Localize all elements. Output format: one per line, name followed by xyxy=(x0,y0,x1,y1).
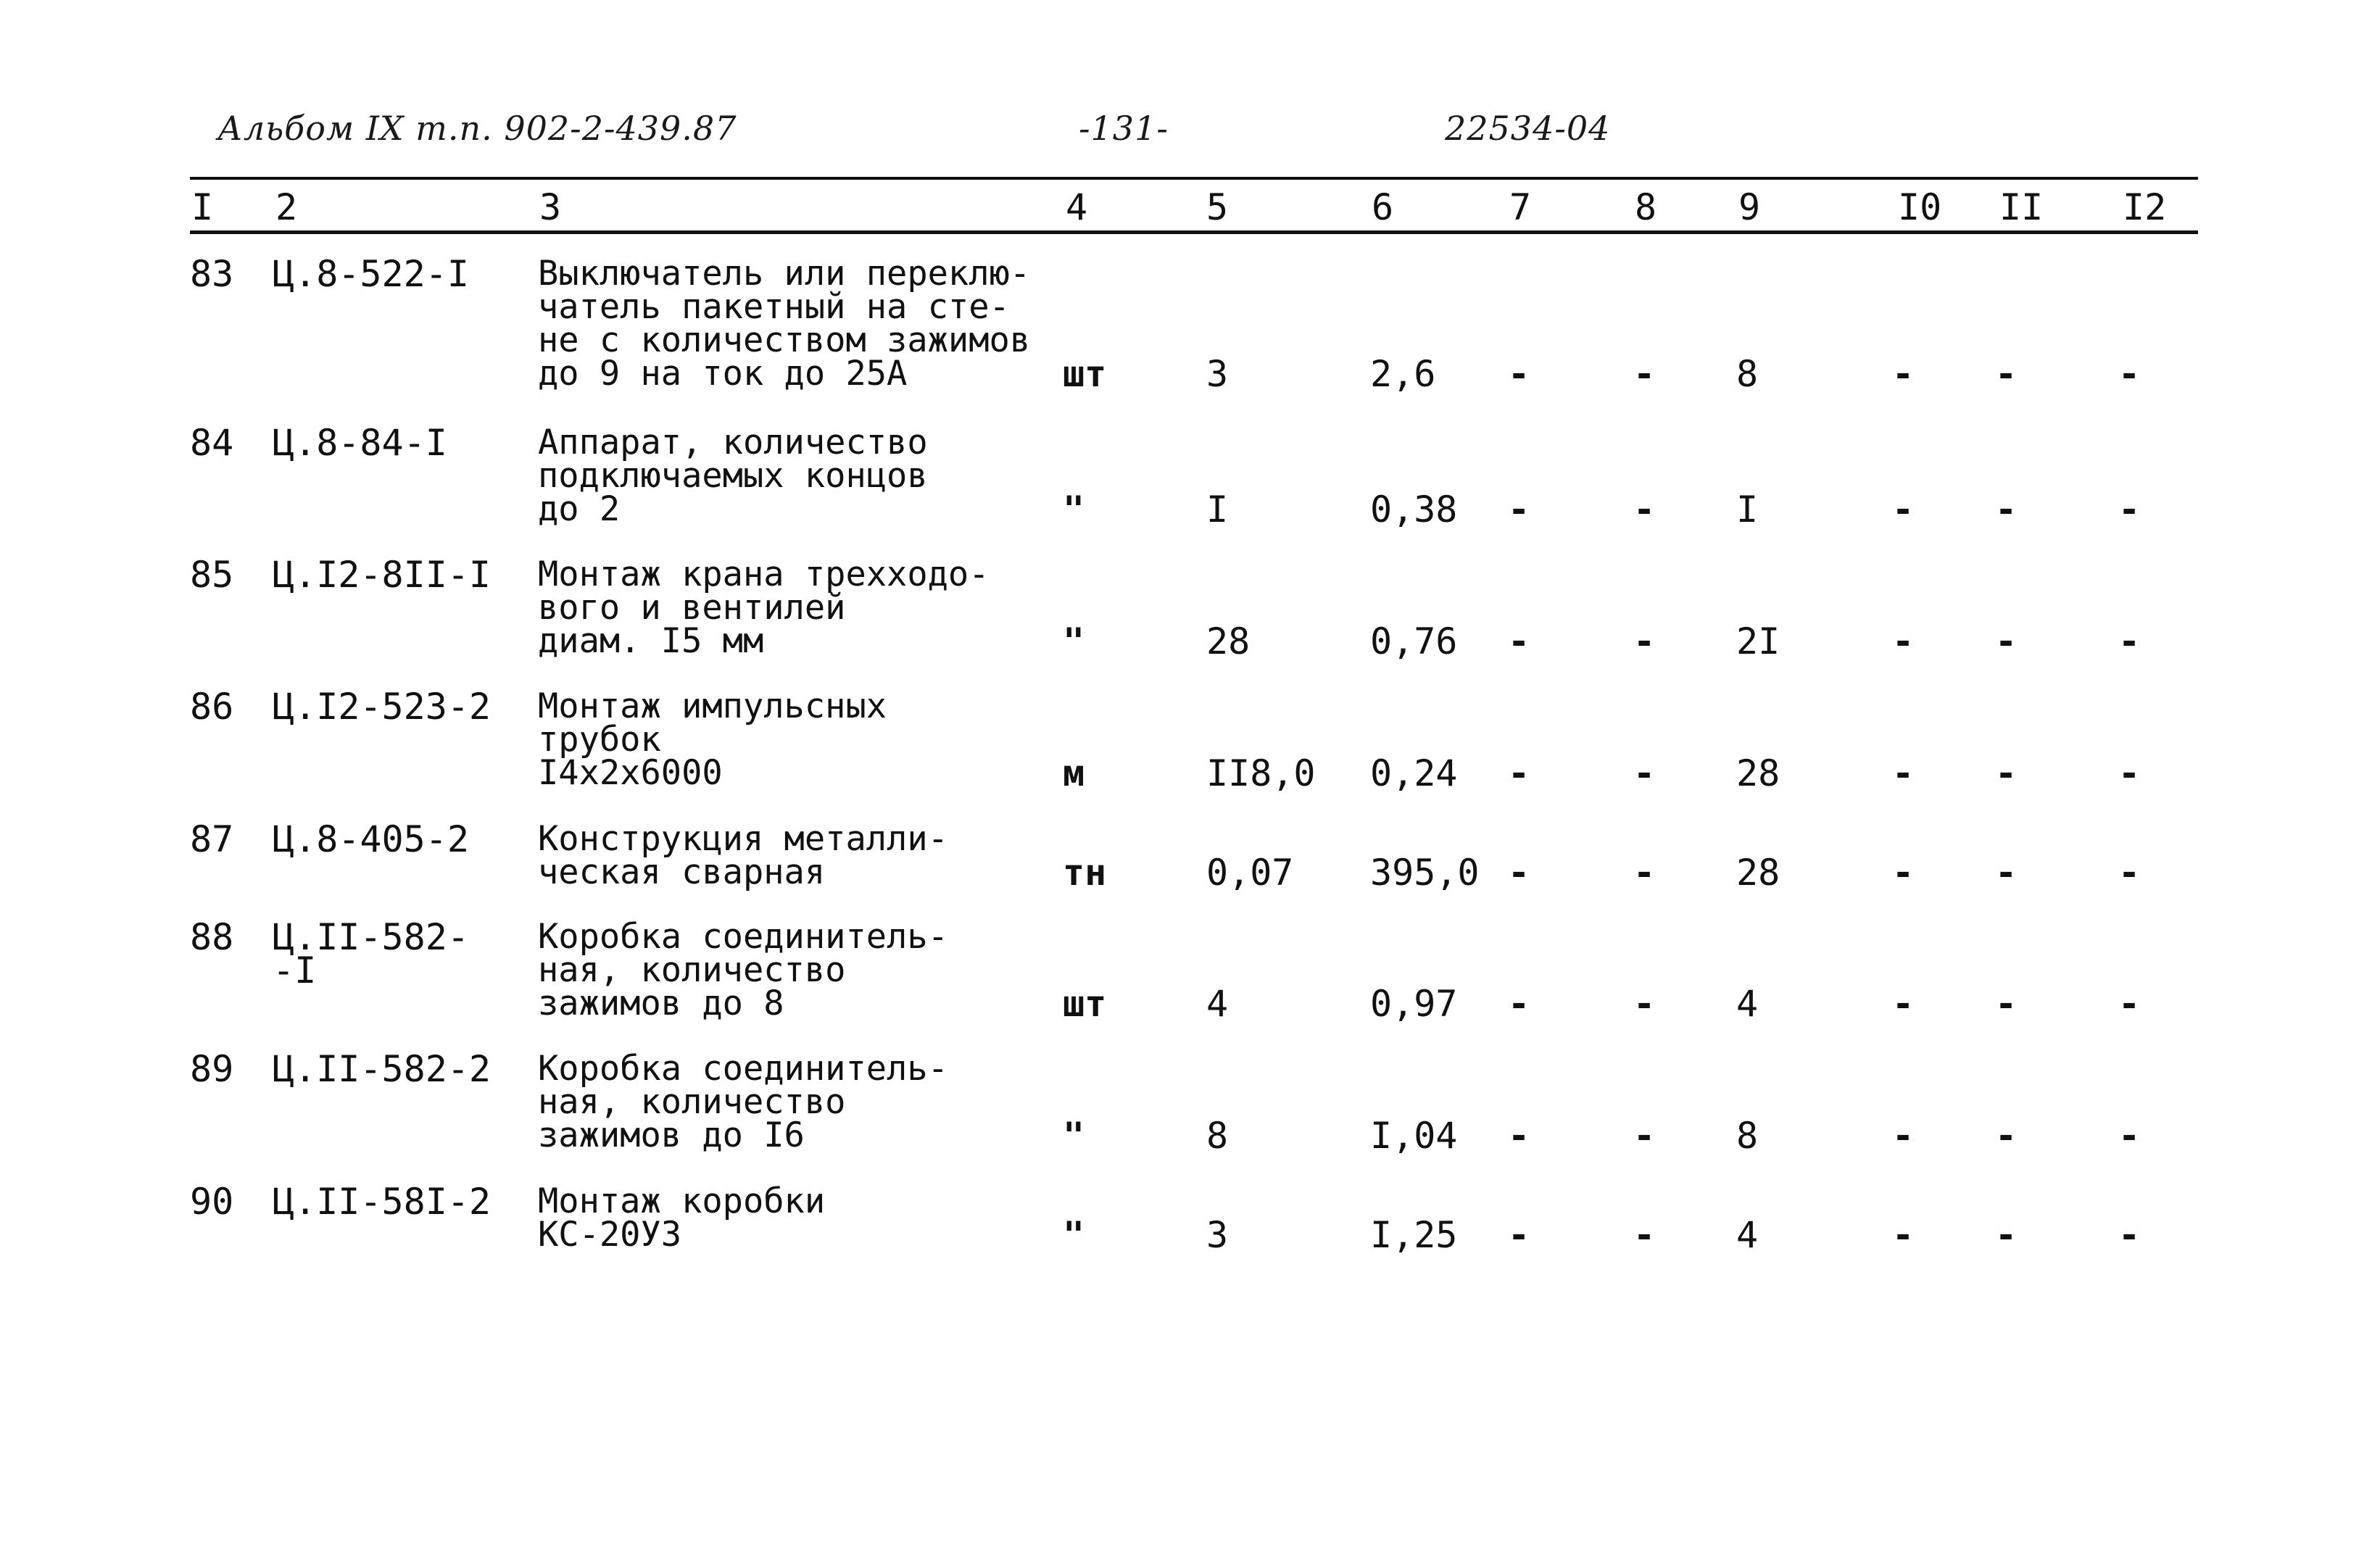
rate-code: Ц.8-84-I xyxy=(273,422,447,464)
column-12-value: - xyxy=(2118,353,2141,395)
row-number: 83 xyxy=(190,253,234,295)
unit-of-measure: " xyxy=(1063,1214,1085,1256)
work-description-line: ная, количество xyxy=(538,950,846,990)
column-8-value: - xyxy=(1633,752,1656,794)
column-12-value: - xyxy=(2118,852,2141,894)
column-10-value: - xyxy=(1892,852,1915,894)
work-description-line: Аппарат, количество xyxy=(538,423,928,462)
column-7-value: - xyxy=(1508,983,1530,1025)
column-10-value: - xyxy=(1892,620,1915,662)
row-number: 86 xyxy=(190,686,234,728)
column-header: 8 xyxy=(1635,186,1657,228)
column-11-value: - xyxy=(1995,353,2018,395)
column-header: 6 xyxy=(1372,186,1394,228)
rate-code: Ц.8-405-2 xyxy=(273,818,469,860)
column-header: I xyxy=(191,186,214,228)
rate-code: Ц.I2-523-2 xyxy=(273,686,492,728)
column-12-value: - xyxy=(2118,1115,2141,1157)
column-9-value: 2I xyxy=(1736,620,1780,662)
column-10-value: - xyxy=(1892,1115,1915,1157)
column-8-value: - xyxy=(1633,1214,1656,1256)
quantity: 3 xyxy=(1206,353,1229,395)
column-header: 5 xyxy=(1206,186,1229,228)
column-header: II xyxy=(1999,186,2044,228)
rate-code: Ц.8-522-I xyxy=(273,253,469,295)
column-12-value: - xyxy=(2118,489,2141,531)
column-11-value: - xyxy=(1995,852,2018,894)
column-8-value: - xyxy=(1633,620,1656,662)
column-header: 2 xyxy=(275,186,298,228)
rate-code: Ц.II-582-2 xyxy=(273,1048,492,1090)
column-10-value: - xyxy=(1892,752,1915,794)
column-9-value: 28 xyxy=(1736,752,1780,794)
column-8-value: - xyxy=(1633,489,1656,531)
column-header: 7 xyxy=(1509,186,1532,228)
column-header: 3 xyxy=(539,186,562,228)
row-number: 89 xyxy=(190,1048,234,1090)
column-7-value: - xyxy=(1508,752,1530,794)
column-8-value: - xyxy=(1633,852,1656,894)
work-description-line: зажимов до I6 xyxy=(538,1115,805,1155)
unit-of-measure: " xyxy=(1063,620,1085,662)
rate-code: Ц.II-58I-2 xyxy=(273,1181,492,1223)
album-reference: Альбом IX т.п. 902-2-439.87 xyxy=(217,109,737,148)
work-description-line: подключаемых концов xyxy=(538,456,928,496)
column-12-value: - xyxy=(2118,752,2141,794)
work-description-line: КС-20У3 xyxy=(538,1215,682,1255)
work-description-line: вого и вентилей xyxy=(538,588,846,628)
column-9-value: 8 xyxy=(1736,1115,1759,1157)
quantity: 4 xyxy=(1206,983,1229,1025)
norm-value: 0,97 xyxy=(1370,983,1458,1025)
quantity: 28 xyxy=(1206,620,1251,662)
work-description-line: до 9 на ток до 25А xyxy=(538,354,908,394)
header-top-rule xyxy=(190,177,2198,180)
unit-of-measure: тн xyxy=(1063,852,1107,894)
norm-value: I,25 xyxy=(1370,1214,1458,1256)
norm-value: 0,76 xyxy=(1370,620,1458,662)
unit-of-measure: шт xyxy=(1063,353,1107,395)
column-7-value: - xyxy=(1508,1115,1530,1157)
column-10-value: - xyxy=(1892,353,1915,395)
work-description-line: ческая сварная xyxy=(538,852,826,892)
row-number: 88 xyxy=(190,916,234,958)
norm-value: 0,38 xyxy=(1370,489,1458,531)
column-header: I2 xyxy=(2123,186,2167,228)
norm-value: 395,0 xyxy=(1370,852,1480,894)
column-11-value: - xyxy=(1995,1214,2018,1256)
work-description-line: ная, количество xyxy=(538,1082,846,1122)
work-description-line: трубок xyxy=(538,720,661,760)
column-11-value: - xyxy=(1995,1115,2018,1157)
work-description-line: I4x2x6000 xyxy=(538,753,723,793)
unit-of-measure: шт xyxy=(1063,983,1107,1025)
column-7-value: - xyxy=(1508,353,1530,395)
column-10-value: - xyxy=(1892,489,1915,531)
column-header: I0 xyxy=(1898,186,1942,228)
column-11-value: - xyxy=(1995,620,2018,662)
column-8-value: - xyxy=(1633,353,1656,395)
unit-of-measure: " xyxy=(1063,489,1085,531)
row-number: 85 xyxy=(190,554,234,596)
norm-value: 2,6 xyxy=(1370,353,1436,395)
work-description-line: Монтаж крана трехходо- xyxy=(538,554,990,594)
column-11-value: - xyxy=(1995,752,2018,794)
work-description-line: Конструкция металли- xyxy=(538,819,948,859)
column-7-value: - xyxy=(1508,852,1530,894)
work-description-line: Коробка соединитель- xyxy=(538,1049,948,1089)
header-bottom-rule xyxy=(190,230,2198,234)
rate-code: Ц.II-582- -I xyxy=(273,916,469,991)
column-12-value: - xyxy=(2118,983,2141,1025)
row-number: 87 xyxy=(190,818,234,860)
rate-code: Ц.I2-8II-I xyxy=(273,554,492,596)
column-header: 9 xyxy=(1738,186,1761,228)
column-10-value: - xyxy=(1892,1214,1915,1256)
norm-value: I,04 xyxy=(1370,1115,1458,1157)
column-7-value: - xyxy=(1508,489,1530,531)
column-9-value: 28 xyxy=(1736,852,1780,894)
quantity: II8,0 xyxy=(1206,752,1316,794)
work-description-line: не с количеством зажимов xyxy=(538,320,1031,360)
work-description-line: зажимов до 8 xyxy=(538,984,784,1023)
column-7-value: - xyxy=(1508,1214,1530,1256)
column-11-value: - xyxy=(1995,983,2018,1025)
column-12-value: - xyxy=(2118,1214,2141,1256)
work-description-line: диам. I5 мм xyxy=(538,621,764,661)
column-header: 4 xyxy=(1066,186,1088,228)
quantity: 3 xyxy=(1206,1214,1229,1256)
quantity: 8 xyxy=(1206,1115,1229,1157)
column-8-value: - xyxy=(1633,1115,1656,1157)
unit-of-measure: м xyxy=(1063,752,1085,794)
work-description-line: до 2 xyxy=(538,489,621,529)
quantity: 0,07 xyxy=(1206,852,1294,894)
column-11-value: - xyxy=(1995,489,2018,531)
work-description-line: чатель пакетный на сте- xyxy=(538,287,1010,327)
norm-value: 0,24 xyxy=(1370,752,1458,794)
row-number: 84 xyxy=(190,422,234,464)
work-description-line: Коробка соединитель- xyxy=(538,917,948,957)
column-9-value: 4 xyxy=(1736,983,1759,1025)
unit-of-measure: " xyxy=(1063,1115,1085,1157)
work-description-line: Монтаж коробки xyxy=(538,1181,826,1221)
column-9-value: 4 xyxy=(1736,1214,1759,1256)
document-number: 22534-04 xyxy=(1445,109,1611,148)
column-9-value: I xyxy=(1736,489,1759,531)
column-9-value: 8 xyxy=(1736,353,1759,395)
quantity: I xyxy=(1206,489,1229,531)
row-number: 90 xyxy=(190,1181,234,1223)
column-10-value: - xyxy=(1892,983,1915,1025)
work-description-line: Монтаж импульсных xyxy=(538,686,887,726)
page-number: -131- xyxy=(1079,109,1169,148)
column-12-value: - xyxy=(2118,620,2141,662)
column-7-value: - xyxy=(1508,620,1530,662)
work-description-line: Выключатель или переклю- xyxy=(538,254,1031,294)
column-8-value: - xyxy=(1633,983,1656,1025)
